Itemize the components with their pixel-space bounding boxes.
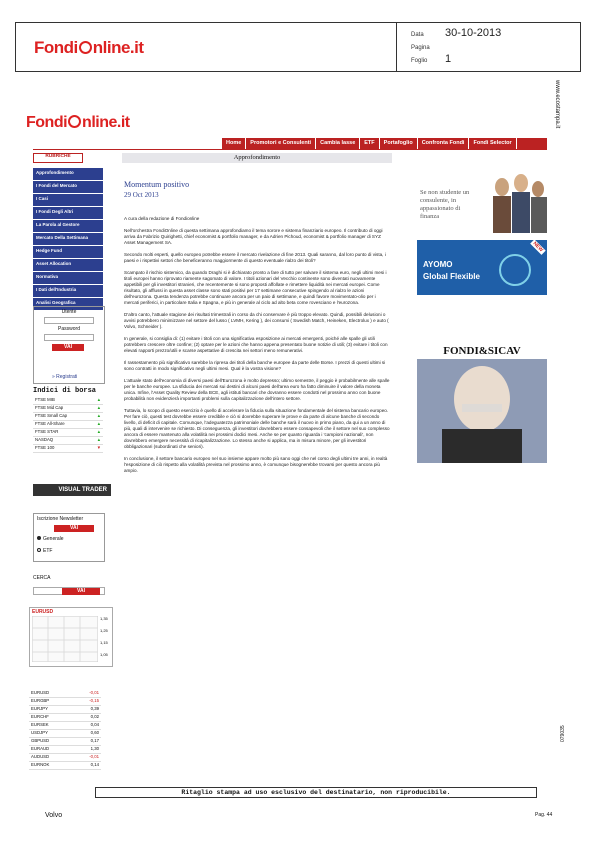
clipping-meta <box>395 22 581 72</box>
sidebar-item[interactable]: Analisi Geografica <box>33 298 103 311</box>
index-row[interactable]: FTSE All-Share ▲ <box>33 421 103 429</box>
radio-selected-icon <box>37 536 41 540</box>
footer-page: Pag. 44 <box>535 812 553 818</box>
side-code: 079035 <box>560 725 566 742</box>
ad-student[interactable] <box>417 165 547 233</box>
market-row[interactable]: GBPUSD 0,17 <box>29 738 101 746</box>
logo-o-icon <box>68 115 81 128</box>
visual-trader-banner[interactable]: VISUAL TRADER <box>33 484 111 496</box>
article-paragraph: Secondo molti esperti, quello europeo potrebbe essere il mercato rivelazione di fine 2013. Quali saranno, dal loro punto di vista, i paesi e i rispettivi settori che beneficeranno maggiormente di questo eventuale rialzo dei titoli? <box>124 252 386 263</box>
chart-plot <box>32 616 98 662</box>
footer-keyword: Volvo <box>45 812 63 819</box>
market-row[interactable]: EURSEK 0,04 <box>29 722 101 730</box>
data-value: 30-10-2013 <box>445 27 502 39</box>
market-row[interactable]: AUDUSD -0,01 <box>29 754 101 762</box>
sidebar-item[interactable]: Hedge Fund <box>33 246 103 259</box>
index-row[interactable]: FTSE 100 ▼ <box>33 445 103 453</box>
sidebar-item[interactable]: I Fondi Degli Altri <box>33 207 103 220</box>
site-logo[interactable]: Fondi nline.it <box>26 114 130 131</box>
chart-tick: 1,05 <box>100 652 108 657</box>
foglio-value: 1 <box>445 53 452 65</box>
ad-new-badge: NEW <box>531 240 545 254</box>
sidebar-item[interactable]: La Parola al Gestore <box>33 220 103 233</box>
article-paragraph: Tuttavia, lo scopo di questo esercizio è quello di accelerare la fiducia sulla situazione fondamentale del sistema bancario europeo. Per fare ciò, questi test dovrebbe essere credibile e ciò si dovrebbe superare le prove e da parte di alcune banche di secondo livello, di deficit di capitale. Comunque, l'adeguatezza patrimoniale delle banche sarà il nuovo in primo piano, da qui a un anno di più, quali di intervenire se richiesto. Di conseguenza, gli investitori dovrebbero essere consapevoli che il settore nel suo complesso ancora di essere mantenuto alla volatilità nei prossimi dodici mesi. Anche se per quanto riguarda i 'campioni nazionali', non dovrebbero emergere necessità di ricapitalizzazione. Lo stesso anche si applica, ma in misura minore, per gli investitori obbligazionari (subordinati che seniori). <box>124 408 390 449</box>
article-date: 29 Oct 2013 <box>124 191 159 199</box>
magazine-cover-image <box>417 359 547 463</box>
markets-table <box>29 690 101 770</box>
chart-tick: 1,35 <box>100 616 108 621</box>
article-title: Momentum positivo <box>124 180 190 189</box>
logo-o-icon <box>79 41 92 54</box>
login-vai-button[interactable]: VAI <box>52 344 84 351</box>
article-paragraph: Il rassestamento più significativo sarebbe la ripresa dei titoli della banche europee da parte delle Borse. I prezzi di questi ultimi si sono contratti in modo significativo negli ultimi mesi. Qual è la vostra visione? <box>124 360 386 371</box>
sidebar-item[interactable]: I Fondi del Mercato <box>33 181 103 194</box>
market-row[interactable]: EURGBP -0,15 <box>29 698 101 706</box>
ad-magazine[interactable] <box>417 345 547 463</box>
newsletter-vai-button[interactable]: VAI <box>54 525 94 532</box>
ayomo-logo-icon <box>499 254 531 286</box>
nav-selector[interactable]: Fondi Selector <box>469 138 516 149</box>
sidebar-item[interactable]: Mercato Della Settimana <box>33 233 103 246</box>
nav-portafoglio[interactable]: Portafoglio <box>380 138 418 149</box>
market-row[interactable]: EURUSD -0,01 <box>29 690 101 698</box>
nav-cambia[interactable]: Cambia lasse <box>316 138 360 149</box>
data-label: Data <box>411 32 424 38</box>
market-row[interactable]: EURAUD 1,30 <box>29 746 101 754</box>
nav-divider <box>33 149 547 150</box>
chart-title: EURUSD <box>32 609 54 615</box>
nav-promotori[interactable]: Promotori e Consulenti <box>246 138 316 149</box>
chart-tick: 1,15 <box>100 640 108 645</box>
sidebar-item[interactable]: I Dati dell'Industria <box>33 285 103 298</box>
ad-ayomo[interactable] <box>417 240 547 295</box>
index-row[interactable]: NASDAQ ▲ <box>33 437 103 445</box>
section-tab[interactable]: RUBRICHE <box>33 153 83 163</box>
article-byline: A cura della redazione di Fondionline <box>124 216 200 221</box>
mini-chart <box>29 607 113 667</box>
nav-etf[interactable]: ETF <box>360 138 379 149</box>
article-body <box>124 216 390 480</box>
password-label: Password <box>58 326 80 332</box>
radio-empty-icon <box>37 548 41 552</box>
index-row[interactable]: FTSE Mid Cap ▲ <box>33 405 103 413</box>
newsletter-title: Iscrizione Newsletter <box>37 516 84 522</box>
sidebar-item[interactable]: Approfondimento <box>33 168 103 181</box>
market-row[interactable]: USDJPY 0,60 <box>29 730 101 738</box>
ad-ayomo-subtitle: Global Flexible <box>423 272 480 281</box>
ad-people-image <box>487 167 547 233</box>
nav-confronta[interactable]: Confronta Fondi <box>418 138 470 149</box>
ad-student-text: Se non studente un consulente, in appassionato di finanza <box>420 189 470 220</box>
header-logo: Fondi nline.it <box>34 38 144 57</box>
indices-title: Indici di borsa <box>33 387 97 395</box>
footer-disclaimer-box <box>95 787 537 798</box>
clipping-header <box>15 22 397 72</box>
market-row[interactable]: EURNOK 0,14 <box>29 762 101 770</box>
article-paragraph: D'altro canto, l'attuale stagione dei risultati trimestrali in corso da chi conservare è più troppo elevato. Quindi, possibili delusioni o avvisi potrebbero minimizzare nel settore del lusso ( LVMH, Kering ), dei consumi ( Swedish Match, Heineken, Electrolux ) e auto ( Volvo, Schneider ). <box>124 312 389 329</box>
market-row[interactable]: EURJPY 0,39 <box>29 706 101 714</box>
nav-home[interactable]: Home <box>222 138 246 149</box>
radio-generale[interactable]: Generale <box>37 536 64 542</box>
cerca-title: CERCA <box>33 575 51 581</box>
password-input[interactable] <box>44 334 94 341</box>
side-url: www.ecostampa.it <box>554 80 560 129</box>
sidebar-item[interactable]: Normativa <box>33 272 103 285</box>
main-nav <box>222 138 547 149</box>
article-paragraph: In generale, si consiglia di: (1) evitare i titoli con una significativa esposizione ai mercati emergenti, poiché alle spalle gli utili potrebbero crescere oltre confine; (2) optare per le azioni che hanno appena presentato buone notizie di utili; (3) evitare i titoli con elevati rapporti prezzo/utili e scarse aspettative di crescita nei settori meno remunerativi. <box>124 336 388 353</box>
login-title: Utente <box>61 309 77 315</box>
chart-tick: 1,25 <box>100 628 108 633</box>
article-paragraph: Scampato il rischio sistemico, da quando Draghi si è dichiarato pronto a fare di tutto per salvare il sistema euro, negli ultimi mesi i titoli europei hanno riprovato riamente sagomato di valore. I titoli azionari del Vecchio continente sono diventati nuovamente appetibili per gli investitori stranieri, che recentemente si sono proposti affollate e rimettere liquidità nei mercati europei. Come risultato, gli afflussi in questa asset classe sono stati positivi per 17 settimane consecutive spingendo al rialzo le azioni dell'eurozona. Questa tendenza potrebbe continuare ancora per un paio di settimane, e quindi favore movimentato-olio per i mercati periferici, in particolare Italia e Spagna, e più in generale al ciclo ad alto beta come rovesciano e l'eurozona. <box>124 270 387 305</box>
article-paragraph: In conclusione, il settore bancario europeo nel suo insieme appare molto più sano oggi che nel corso degli ultimi tre anni, in realtà l'esposizione di ciò rispetto alla volatilità prevista nel prossimo anno, è comunque bisognerebbe trovarsi per questo ancora più ampio. <box>124 456 388 473</box>
sidebar-item[interactable]: I Casi <box>33 194 103 207</box>
radio-etf[interactable]: ETF <box>37 548 52 554</box>
article-paragraph: Nell'orchestra FondiOnline di questa settimana approfondiamo il tema sorore e sistema finanziario europeo. Il contributo di oggi arriva da Fabrizio Quirighetti, chief economist & portfolio manager, e da Adrien Pichoud, economist & portfolio manager di SYZ Asset Management SA. <box>124 228 383 245</box>
magazine-title: FONDI&SICAV <box>417 345 547 359</box>
index-row[interactable]: FTSE STAR ▲ <box>33 429 103 437</box>
foglio-label: Foglio <box>411 58 428 64</box>
newsletter-box <box>33 513 105 562</box>
index-row[interactable]: FTSE Small Cap ▲ <box>33 413 103 421</box>
section-header: Approfondimento <box>122 153 392 163</box>
login-box <box>33 306 105 384</box>
search-vai-button[interactable]: VAI <box>62 588 100 595</box>
pagina-label: Pagina <box>411 45 430 51</box>
indices-list <box>33 397 103 453</box>
market-row[interactable]: EURCHF 0,02 <box>29 714 101 722</box>
register-link[interactable]: » Registrati <box>52 374 78 380</box>
sidebar-menu <box>33 168 103 311</box>
index-row[interactable]: FTSE MIB ▲ <box>33 397 103 405</box>
article-paragraph: L'attuale stato dell'economia di diversi paesi dell'Eurozona è molto depresso; ultimo semestre, il peggio è probabilmente alle spalle per le banche europee. La sfiducia dei mercati sui destini di alcuni paesi dell'area euro ha fatto diminuire il valore della moneta unica. Infine, l'Asset Quality Review della BCE, agli istituti bancari che dovranno essere condotti nel prossimo anno con buone probabilità non evidenzierà importanti problemi sulla capitalizzazione dell'intero settore. <box>124 378 390 401</box>
username-input[interactable] <box>44 317 94 324</box>
footer-disclaimer: Ritaglio stampa ad uso esclusivo del destinatario, non riproducibile. <box>181 789 451 796</box>
sidebar-item[interactable]: Asset Allocation <box>33 259 103 272</box>
ad-ayomo-title: AYOMO <box>423 260 453 269</box>
